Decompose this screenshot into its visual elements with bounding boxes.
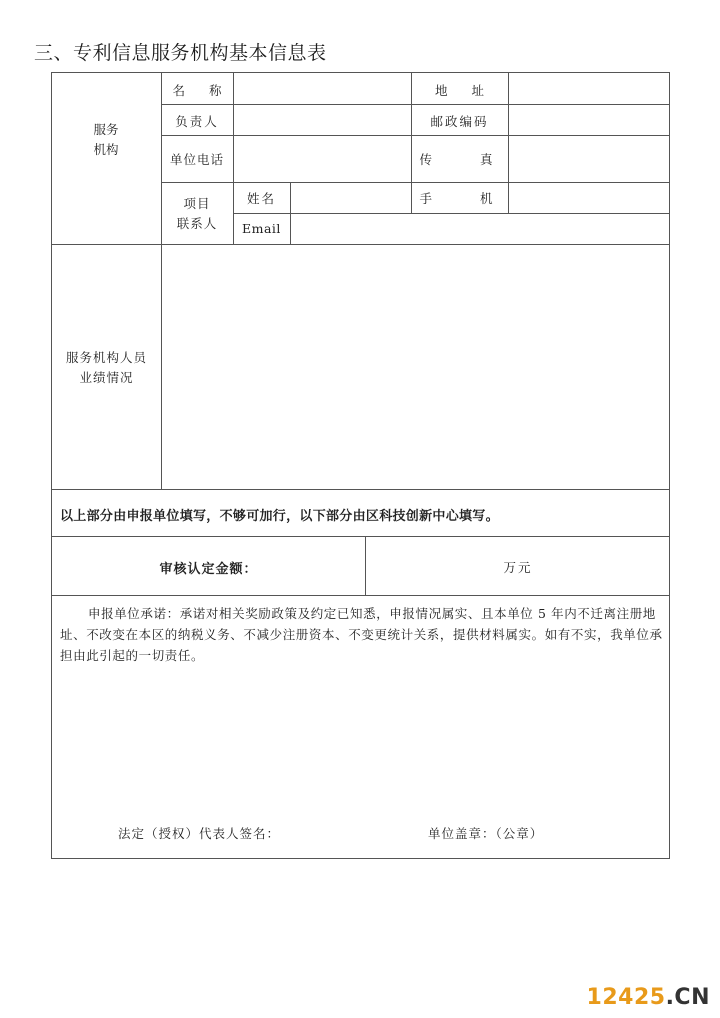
postcode-label: 邮政编码 bbox=[430, 114, 489, 129]
address-field[interactable] bbox=[509, 73, 669, 104]
postcode-field[interactable] bbox=[509, 105, 669, 135]
legal-rep-signature-label: 法定（授权）代表人签名： bbox=[118, 826, 281, 841]
section-label-service-agency: 服务机构 bbox=[93, 122, 119, 157]
person-in-charge-field[interactable] bbox=[234, 105, 411, 135]
contact-name-label: 姓名 bbox=[247, 191, 277, 206]
project-contact-label-line2: 联系人 bbox=[176, 216, 218, 231]
approved-amount-label: 审核认定金额： bbox=[159, 562, 258, 577]
name-field[interactable] bbox=[234, 73, 411, 104]
watermark-number: 12425 bbox=[586, 985, 666, 1010]
person-in-charge-label: 负责人 bbox=[175, 114, 219, 129]
watermark-suffix: .CN bbox=[665, 985, 710, 1010]
project-contact-label bbox=[161, 194, 233, 234]
row-divider bbox=[52, 489, 670, 490]
amount-unit: 万元 bbox=[503, 560, 533, 575]
row-divider bbox=[52, 536, 670, 537]
fill-instruction-note: 以上部分由申报单位填写，不够可加行，以下部分由区科技创新中心填写。 bbox=[60, 509, 499, 524]
contact-name-field[interactable] bbox=[291, 183, 411, 213]
email-label: Email bbox=[242, 221, 281, 236]
fax-label: 传 真 bbox=[419, 152, 515, 167]
performance-label-line2: 业绩情况 bbox=[79, 370, 134, 385]
email-field[interactable] bbox=[291, 214, 669, 244]
address-label: 地 址 bbox=[435, 83, 494, 98]
project-contact-label-line1: 项目 bbox=[183, 196, 211, 211]
mobile-label: 手 机 bbox=[419, 191, 515, 206]
performance-label-line1: 服务机构人员 bbox=[65, 350, 147, 365]
performance-label bbox=[52, 348, 161, 388]
phone-label: 单位电话 bbox=[169, 152, 224, 167]
performance-field[interactable] bbox=[162, 245, 669, 489]
fax-field[interactable] bbox=[509, 136, 669, 182]
page-title: 三、专利信息服务机构基本信息表 bbox=[34, 42, 327, 64]
phone-field[interactable] bbox=[234, 136, 411, 182]
seal-label: 单位盖章：（公章） bbox=[428, 826, 544, 841]
name-label: 名 称 bbox=[172, 83, 232, 98]
row-divider bbox=[52, 595, 670, 596]
mobile-field[interactable] bbox=[509, 183, 669, 213]
site-watermark-logo bbox=[587, 985, 710, 1010]
info-table bbox=[51, 72, 670, 859]
pledge-statement: 申报单位承诺：承诺对相关奖励政策及约定已知悉，申报情况属实、且本单位 5 年内不迁离注册地址、不改变在本区的纳税义务、不减少注册资本、不变更统计关系，提供材料属实。如有不实，我单位承担由此引起的一切责任。 bbox=[60, 606, 663, 663]
